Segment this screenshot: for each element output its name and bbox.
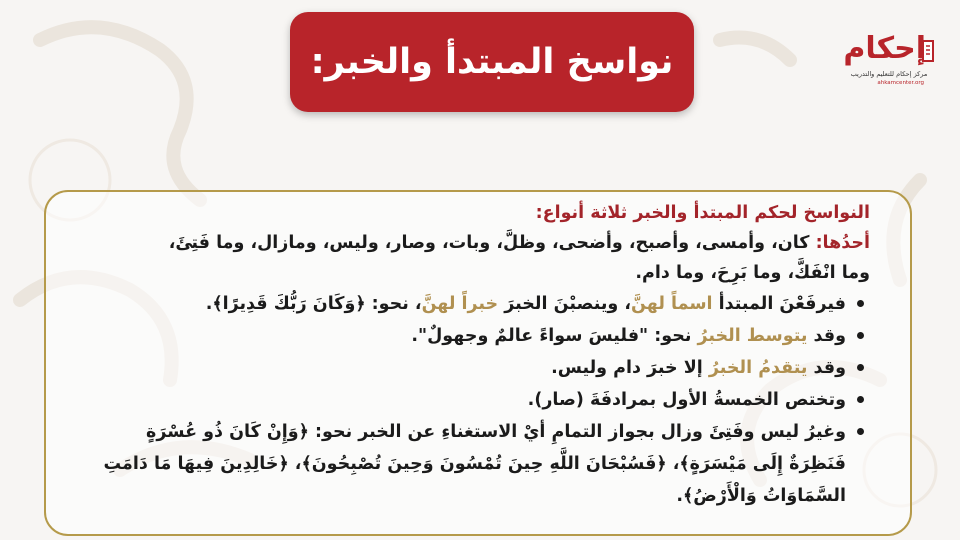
bullet-item [74, 384, 870, 416]
content-heading: النواسخ لحكم المبتدأ والخبر ثلاثة أنواع: [535, 203, 870, 223]
first-type-text: كان، وأمسى، وأصبح، وأضحى، وظلَّ، وبات، وصار، وليس، ومازال، وما فَتِئَ، [168, 233, 816, 253]
bullet-text-part: ، وينصبْنَ الخبرَ [498, 294, 632, 314]
bullet-text-part: إلا خبرَ دام وليس. [551, 358, 709, 378]
bullet-text-part: وقد [807, 326, 846, 346]
first-type-label: أحدُها: [815, 233, 870, 253]
bullet-item [74, 288, 870, 320]
bullet-text-part: وتختص الخمسةُ الأول بمرادفَةَ (صار). [527, 390, 846, 410]
highlight-term: يتوسط الخبرُ [697, 326, 808, 346]
bullet-item [74, 352, 870, 384]
bullet-item [74, 320, 870, 352]
content-box [44, 190, 912, 536]
first-type-line [74, 228, 870, 258]
first-type-line-2: وما انْفَكَّ، وما بَرِحَ، وما دام. [635, 263, 870, 283]
bullet-text-line: وغيرُ ليس وفَتِئَ وزال بجواز التمامِ أيْ الاستغناءِ عن الخبر نحو: ﴿وَإِنْ كَانَ ذُو عُسْرَةٍ [146, 422, 846, 442]
bullet-text-part: نحو: "فليسَ سواءً عالمٌ وجهولٌ". [411, 326, 698, 346]
page-title: نواسخ المبتدأ والخبر: [310, 42, 674, 82]
bullet-item [74, 416, 870, 512]
logo-tagline: ahkamcenter.org [877, 80, 924, 86]
logo [843, 26, 938, 92]
bullet-text [74, 384, 846, 416]
title-banner [290, 12, 694, 112]
highlight-term: اسماً لهنَّ [631, 294, 713, 314]
logo-subtitle: مركز إحكام للتعليم والتدريب [850, 70, 928, 78]
bullet-text-part: ، نحو: ﴿وَكَانَ رَبُّكَ قَدِيرًا﴾. [205, 294, 422, 314]
bullet-text [74, 288, 846, 320]
highlight-term: خبراً لهنَّ [421, 294, 499, 314]
bullet-text-part: فيرفَعْنَ المبتدأ [712, 294, 846, 314]
bullet-text-line: السَّمَاوَاتُ وَالْأَرْضُ﴾. [676, 486, 846, 506]
highlight-term: يتقدمُ الخبرُ [708, 358, 808, 378]
bullet-text-part: وقد [807, 358, 846, 378]
logo-name: إحكام [843, 31, 926, 66]
bullet-list [74, 288, 870, 512]
bullet-text [74, 352, 846, 384]
bullet-text [74, 320, 846, 352]
bullet-text-line: فَنَظِرَةٌ إِلَى مَيْسَرَةٍ﴾، ﴿فَسُبْحَانَ اللَّهِ حِينَ تُمْسُونَ وَحِينَ تُصْبِحُونَ﴾، ﴿خَالِدِينَ فِيهَا مَا دَامَتِ [103, 454, 846, 474]
